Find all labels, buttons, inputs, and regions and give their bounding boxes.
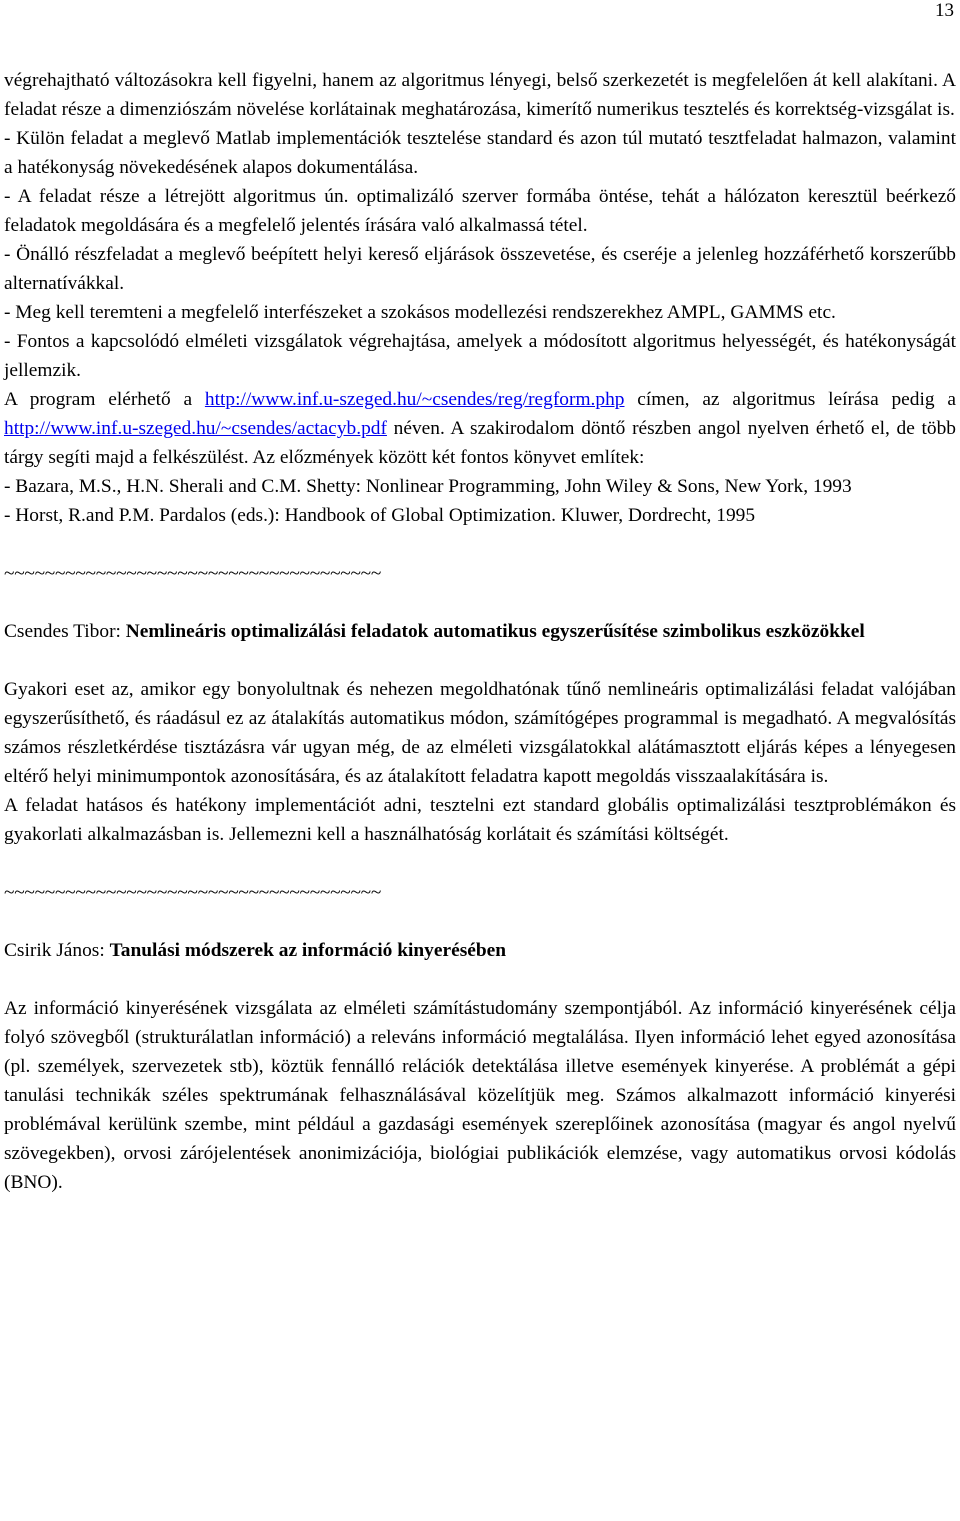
topic-title: Nemlineáris optimalizálási feladatok automatikus egyszerűsítése szimbolikus eszközökkel bbox=[125, 621, 865, 642]
program-text: A program elérhető a bbox=[4, 389, 193, 410]
topic-heading bbox=[4, 936, 956, 965]
actacyb-link[interactable]: http://www.inf.u-szeged.hu/~csendes/actacyb.pdf bbox=[4, 418, 387, 439]
page-content bbox=[4, 66, 956, 1197]
list-item: - Önálló részfeladat a meglevő beépített helyi kereső eljárások összevetése, és cseréje a jelenleg hozzáférhető korszerűbb alternatívákkal. bbox=[4, 244, 956, 294]
list-item: - A feladat része a létrejött algoritmus ún. optimalizáló szerver formába öntése, tehát a hálózaton keresztül beérkező feladatok megoldására és a megfelelő jelentés írására való alkalmassá tétel. bbox=[4, 186, 956, 236]
topic-author: Csendes Tibor: bbox=[4, 621, 121, 642]
topic-heading bbox=[4, 617, 956, 646]
topic-title: Tanulási módszerek az információ kinyerésében bbox=[109, 940, 507, 961]
topic-paragraph: Az információ kinyerésének vizsgálata az elméleti számítástudomány szempontjából. Az információ kinyerésének célja folyó szövegből (strukturálatlan információ) a releváns információ megtalálása. Ilyen információ lehet egyed azonosítása (pl. személyek, szervezetek stb), köztük fennálló relációk detektálása illetve események kinyerése. A problémát a gépi tanulási technikák széles spektrumának felhasználásával közelítjük meg. Számos alkalmazott információ kinyerési problémával kerülünk szembe, mint például a gazdasági események szereplőinek azonosítása (magyar és angol nyelvű szövegekben), orvosi zárójelentések anonimizációja, biológiai publikációk elemzése, vagy automatikus orvosi kódolás (BNO). bbox=[4, 998, 956, 1193]
reference-item: - Horst, R.and P.M. Pardalos (eds.): Handbook of Global Optimization. Kluwer, Dordrecht, 1995 bbox=[4, 505, 756, 526]
list-item: - Fontos a kapcsolódó elméleti vizsgálatok végrehajtása, amelyek a módosított algoritmus helyességét, és hatékonyságát jellemzik. bbox=[4, 331, 956, 381]
program-text: néven. A szakirodalom döntő részben angol nyelven érhető el, de több tárgy segíti majd a felkészülést. Az előzmények között két fontos könyvet említek: bbox=[4, 418, 956, 468]
topic-author: Csirik János: bbox=[4, 940, 105, 961]
list-item: - Külön feladat a meglevő Matlab implementációk tesztelése standard és azon túl mutató tesztfeladat halmazon, valamint a hatékonyság növekedésének alapos dokumentálása. bbox=[4, 128, 956, 178]
regform-link[interactable]: http://www.inf.u-szeged.hu/~csendes/reg/regform.php bbox=[204, 389, 625, 410]
topic-paragraph: A feladat hatásos és hatékony implementációt adni, tesztelni ezt standard globális optimalizálási tesztproblémákon és gyakorlati alkalmazásban is. Jellemezni kell a használhatóság korlátait és számítási költségét. bbox=[4, 795, 956, 845]
section-separator: ~~~~~~~~~~~~~~~~~~~~~~~~~~~~~~~~~~~~~ bbox=[4, 563, 382, 584]
section-separator: ~~~~~~~~~~~~~~~~~~~~~~~~~~~~~~~~~~~~~ bbox=[4, 882, 382, 903]
topic-paragraph: Gyakori eset az, amikor egy bonyolultnak és nehezen megoldhatónak tűnő nemlineáris optimalizálási feladat valójában egyszerűsíthető, és ráadásul ez az átalakítás automatikus módon, számítógépes programmal is megadható. A megvalósítás számos részletkérdése tisztázásra vár ugyan még, de az elméleti vizsgálatokkal alátámasztott eljárás képes a lényegesen eltérő helyi minimumpontok azonosítására, és az átalakított feladatra kapott megoldás visszaalakítására is. bbox=[4, 679, 956, 787]
program-text: címen, az algoritmus leírása pedig a bbox=[637, 389, 956, 410]
list-item: - Meg kell teremteni a megfelelő interfészeket a szokásos modellezési rendszerekhez AMPL, GAMMS etc. bbox=[4, 302, 836, 323]
reference-item: - Bazara, M.S., H.N. Sherali and C.M. Shetty: Nonlinear Programming, John Wiley & Sons, New York, 1993 bbox=[4, 476, 852, 497]
page-number: 13 bbox=[935, 0, 954, 21]
program-paragraph bbox=[4, 385, 956, 472]
intro-paragraph: végrehajtható változásokra kell figyelni, hanem az algoritmus lényegi, belső szerkezetét is megfelelően át kell alakítani. A feladat része a dimenziószám növelése korlátainak meghatározása, kimerítő numerikus tesztelés és korrektség-vizsgálat is. bbox=[4, 70, 956, 120]
